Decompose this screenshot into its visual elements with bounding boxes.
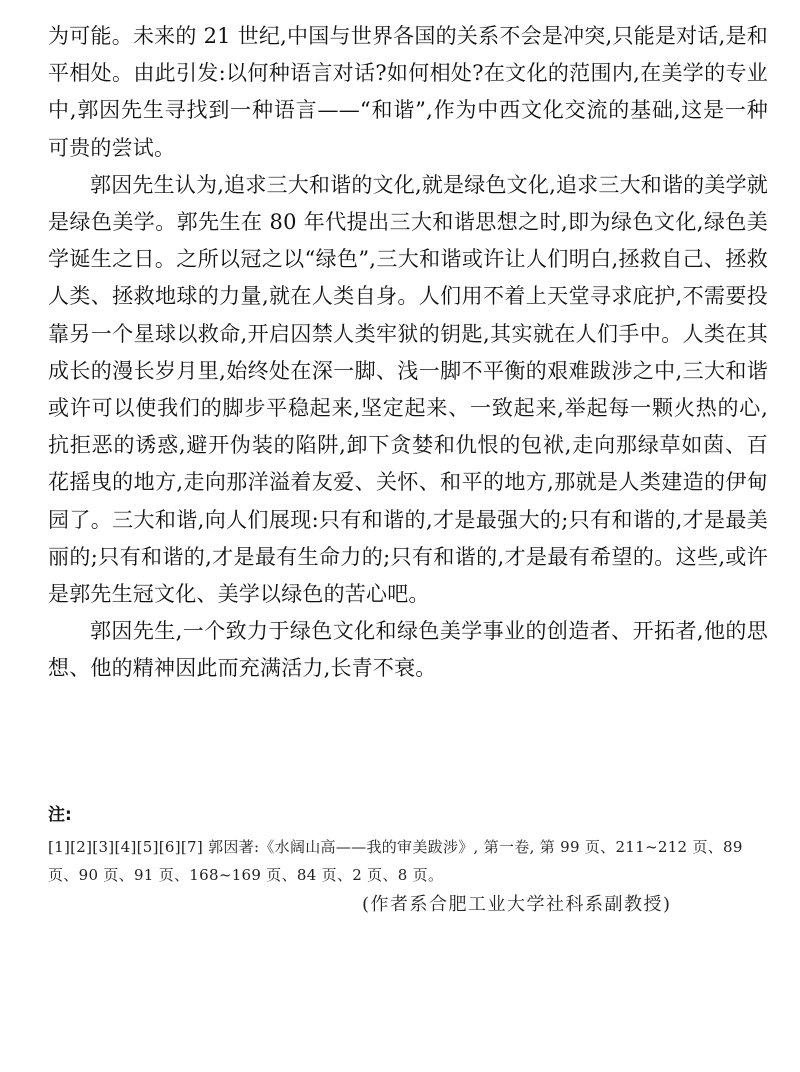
paragraph-1: 为可能。未来的 21 世纪,中国与世界各国的关系不会是冲突,只能是对话,是和平相处。由此引发:以何种语言对话?如何相处?在文化的范围内,在美学的专业中,郭因先生寻找到一种语言——“和谐”,作为中西文化交流的基础,这是一种可贵的尝试。 (48, 24, 768, 160)
author-note: (作者系合肥工业大学社科系副教授) (362, 894, 672, 915)
notes-text: [1][2][3][4][5][6][7] 郭因著:《水阔山高——我的审美跋涉》, 第一卷, 第 99 页、211~212 页、89 页、90 页、91 页、168~169 页、84 页、2 页、8 页。 (48, 838, 743, 884)
notes-section (48, 800, 768, 889)
paragraph-3: 郭因先生,一个致力于绿色文化和绿色美学事业的创造者、开拓者,他的思想、他的精神因此而充满活力,长青不衰。 (48, 619, 768, 681)
article-body (48, 18, 768, 688)
notes-title: 注: (48, 805, 72, 825)
paragraph-2: 郭因先生认为,追求三大和谐的文化,就是绿色文化,追求三大和谐的美学就是绿色美学。郭先生在 80 年代提出三大和谐思想之时,即为绿色文化,绿色美学诞生之日。之所以冠之以“绿色”,三大和谐或许让人们明白,拯救自己、拯救人类、拯救地球的力量,就在人类自身。人们用不着上天堂寻求庇护,不需要投靠另一个星球以救命,开启囚禁人类牢狱的钥匙,其实就在人们手中。人类在其成长的漫长岁月里,始终处在深一脚、浅一脚不平衡的艰难跋涉之中,三大和谐或许可以使我们的脚步平稳起来,坚定起来、一致起来,举起每一颗火热的心,抗拒恶的诱惑,避开伪装的陷阱,卸下贪婪和仇恨的包袱,走向那绿草如茵、百花摇曳的地方,走向那洋溢着友爱、关怀、和平的地方,那就是人类建造的伊甸园了。三大和谐,向人们展现:只有和谐的,才是最强大的;只有和谐的,才是最美丽的;只有和谐的,才是最有生命力的;只有和谐的,才是最有希望的。这些,或许是郭先生冠文化、美学以绿色的苦心吧。 (48, 172, 768, 607)
